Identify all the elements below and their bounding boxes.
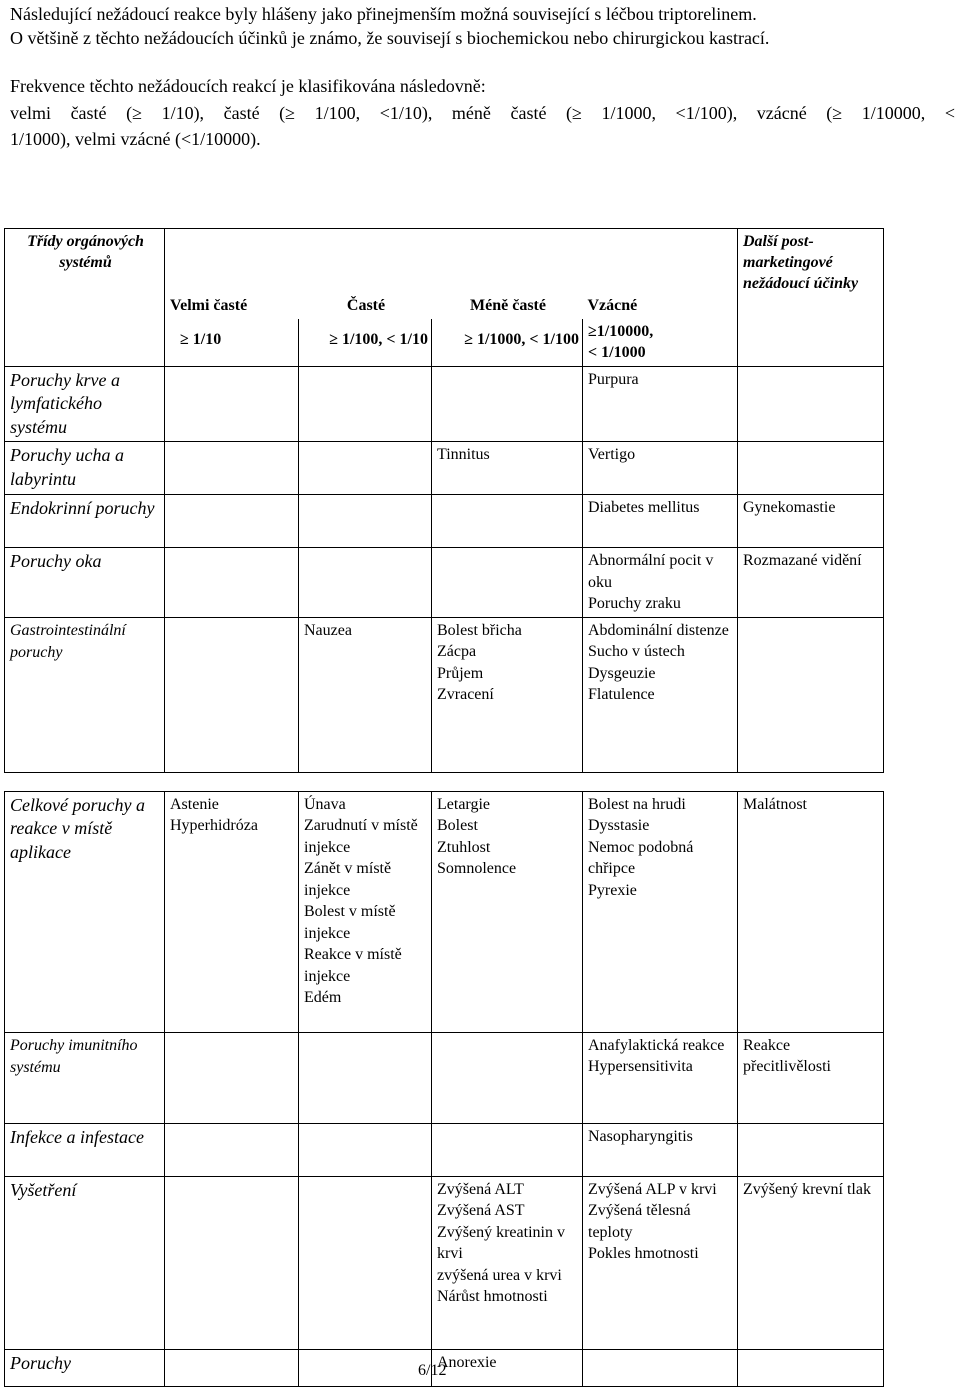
reaction-cell — [583, 442, 738, 495]
reaction-item: Reakce v místě injekce — [304, 946, 402, 985]
reaction-item: Astenie — [170, 795, 219, 813]
range-velmi-caste: ≥ 1/10 — [165, 319, 299, 367]
intro-line-1: Následující nežádoucí reakce byly hlášeny jako přinejmenším možná související s léčbou triptorelinem. — [10, 4, 757, 24]
reaction-cell — [432, 1123, 583, 1176]
reaction-cell — [299, 366, 432, 442]
reaction-item: Bolest břicha — [437, 621, 522, 639]
reaction-item: Nárůst hmotnosti — [437, 1288, 548, 1305]
reaction-item: Pokles hmotnosti — [588, 1245, 699, 1262]
frequency-definitions: velmi časté (≥ 1/10), časté (≥ 1/100, <1/10), méně časté (≥ 1/1000, <1/100), vzácné (≥ 1/10000, < — [10, 103, 955, 123]
table-row — [5, 366, 884, 442]
reaction-cell — [738, 617, 884, 772]
reaction-item: Průjem — [437, 664, 484, 682]
reaction-item: Reakce přecitlivělosti — [743, 1036, 831, 1075]
reaction-cell — [165, 442, 299, 495]
soc-cell: Vyšetření — [5, 1176, 165, 1349]
reaction-item: Zvýšený krevní tlak — [743, 1180, 871, 1198]
reaction-item: Bolest v místě injekce — [304, 903, 396, 942]
reaction-item: Bolest — [437, 817, 478, 834]
soc-cell: Infekce a infestace — [5, 1123, 165, 1176]
reaction-item: Únava — [304, 795, 346, 813]
post-marketing-header: Další post-marketingové nežádoucí účinky — [738, 229, 884, 367]
reaction-cell — [299, 1123, 432, 1176]
header-vzacne: Vzácné — [583, 229, 738, 319]
soc-header: Třídy orgánových systémů — [5, 229, 165, 367]
reaction-cell — [299, 1176, 432, 1349]
reaction-cell — [165, 548, 299, 618]
reaction-item: Nasopharyngitis — [588, 1127, 693, 1145]
reaction-cell — [299, 1032, 432, 1123]
reaction-cell — [583, 1032, 738, 1123]
frequency-intro: Frekvence těchto nežádoucích reakcí je klasifikována následovně: — [10, 76, 486, 96]
reaction-cell — [299, 442, 432, 495]
reaction-cell — [583, 1176, 738, 1349]
range-vzacne-line-1: ≥1/10000, — [588, 322, 654, 340]
reaction-cell — [432, 442, 583, 495]
reaction-item: Poruchy zraku — [588, 595, 681, 612]
reaction-cell — [738, 1032, 884, 1123]
reaction-item: Malátnost — [743, 795, 807, 813]
reaction-item: Abnormální pocit v oku — [588, 552, 714, 591]
reaction-item: Zvracení — [437, 686, 494, 703]
reaction-cell — [165, 1123, 299, 1176]
reaction-cell — [738, 1123, 884, 1176]
reaction-cell — [299, 791, 432, 1032]
soc-cell: Gastrointestinální poruchy — [5, 617, 165, 772]
reaction-item: Nauzea — [304, 621, 352, 639]
reaction-item: Dysstasie — [588, 817, 650, 834]
reaction-item: Zvýšená AST — [437, 1202, 525, 1219]
header-mene-caste: Méně časté — [432, 229, 583, 319]
reaction-item: Vertigo — [588, 446, 636, 463]
table-row — [5, 548, 884, 618]
reaction-cell — [165, 1032, 299, 1123]
table-row — [5, 617, 884, 772]
reaction-cell — [432, 1349, 583, 1386]
table-row — [5, 1176, 884, 1349]
reaction-item: Ztuhlost — [437, 838, 491, 856]
reaction-cell — [299, 617, 432, 772]
reaction-cell — [583, 366, 738, 442]
reaction-cell — [738, 366, 884, 442]
reaction-item: Flatulence — [588, 686, 655, 703]
soc-cell: Poruchy ucha a labyrintu — [5, 442, 165, 495]
reaction-cell — [738, 548, 884, 618]
range-mene-caste: ≥ 1/1000, < 1/100 — [432, 319, 583, 367]
reaction-cell — [165, 366, 299, 442]
reaction-cell — [738, 791, 884, 1032]
soc-cell: Poruchy — [5, 1349, 165, 1386]
reaction-cell — [432, 791, 583, 1032]
reaction-cell — [165, 1349, 299, 1386]
reaction-cell — [432, 1176, 583, 1349]
table-row — [5, 1032, 884, 1123]
reaction-item: Edém — [304, 989, 342, 1006]
adverse-reactions-table — [4, 228, 884, 1387]
header-caste: Časté — [299, 229, 432, 319]
reaction-item: Zácpa — [437, 643, 477, 660]
reaction-item: Zánět v místě injekce — [304, 860, 392, 899]
reaction-cell — [432, 495, 583, 548]
reaction-cell — [432, 617, 583, 772]
reaction-cell — [432, 1032, 583, 1123]
reaction-item: Nemoc podobná chřipce — [588, 838, 694, 877]
page-number: 6/12 — [418, 1362, 447, 1379]
reaction-cell — [165, 495, 299, 548]
soc-cell: Poruchy krve a lymfatického systému — [5, 366, 165, 442]
table-row — [5, 791, 884, 1032]
reaction-cell — [165, 617, 299, 772]
soc-cell: Poruchy oka — [5, 548, 165, 618]
range-vzacne-line-2: < 1/1000 — [588, 344, 646, 361]
table-row — [5, 442, 884, 495]
range-caste: ≥ 1/100, < 1/10 — [299, 319, 432, 367]
reaction-item: Pyrexie — [588, 881, 637, 899]
reaction-cell — [583, 617, 738, 772]
table-row — [5, 1123, 884, 1176]
reaction-cell — [299, 548, 432, 618]
reaction-item: zvýšená urea v krvi — [437, 1266, 562, 1284]
reaction-cell — [299, 1349, 432, 1386]
reaction-item: Hypersensitivita — [588, 1058, 693, 1075]
reaction-cell — [165, 791, 299, 1032]
frequency-definitions-cont: 1/1000), velmi vzácné (<1/10000). — [10, 129, 261, 149]
reaction-item: Abdominální distenze — [588, 621, 729, 639]
reaction-cell — [738, 442, 884, 495]
reaction-cell — [738, 1176, 884, 1349]
reaction-item: Bolest na hrudi — [588, 795, 686, 813]
reaction-item: Purpura — [588, 370, 639, 388]
reaction-cell — [583, 1349, 738, 1386]
reaction-item: Anorexie — [437, 1353, 497, 1371]
reaction-item: Rozmazané vidění — [743, 552, 862, 569]
table-gap — [5, 772, 884, 791]
soc-cell: Endokrinní poruchy — [5, 495, 165, 548]
reaction-item: Zvýšená ALP v krvi — [588, 1180, 717, 1198]
soc-cell: Poruchy imunitního systému — [5, 1032, 165, 1123]
range-vzacne — [583, 319, 738, 367]
reaction-item: Hyperhidróza — [170, 817, 258, 834]
reaction-item: Gynekomastie — [743, 499, 836, 516]
reaction-item: Zarudnutí v místě injekce — [304, 817, 418, 856]
reaction-cell — [583, 495, 738, 548]
reaction-cell — [299, 495, 432, 548]
reaction-item: Letargie — [437, 795, 491, 813]
reaction-item: Diabetes mellitus — [588, 499, 700, 516]
reaction-item: Somnolence — [437, 860, 517, 877]
reaction-item: Zvýšená tělesná teploty — [588, 1202, 691, 1241]
table-row — [5, 495, 884, 548]
reaction-item: Tinnitus — [437, 446, 490, 463]
reaction-cell — [432, 548, 583, 618]
reaction-cell — [583, 548, 738, 618]
reaction-cell — [583, 791, 738, 1032]
reaction-cell — [738, 1349, 884, 1386]
reaction-cell — [583, 1123, 738, 1176]
intro-line-2: O většině z těchto nežádoucích účinků je známo, že souvisejí s biochemickou nebo chirurgickou kastrací. — [10, 28, 770, 48]
soc-cell: Celkové poruchy a reakce v místě aplikace — [5, 791, 165, 1032]
reaction-item: Zvýšená ALT — [437, 1180, 524, 1198]
reaction-cell — [738, 495, 884, 548]
reaction-item: Anafylaktická reakce — [588, 1036, 725, 1054]
table-gap-cell — [5, 772, 884, 791]
reaction-item: Zvýšený kreatinin v krvi — [437, 1223, 565, 1262]
reaction-cell — [432, 366, 583, 442]
reaction-item: Sucho v ústech — [588, 643, 685, 660]
reaction-item: Dysgeuzie — [588, 664, 656, 682]
reaction-cell — [165, 1176, 299, 1349]
header-velmi-caste: Velmi časté — [165, 229, 299, 319]
header-row — [5, 229, 884, 319]
